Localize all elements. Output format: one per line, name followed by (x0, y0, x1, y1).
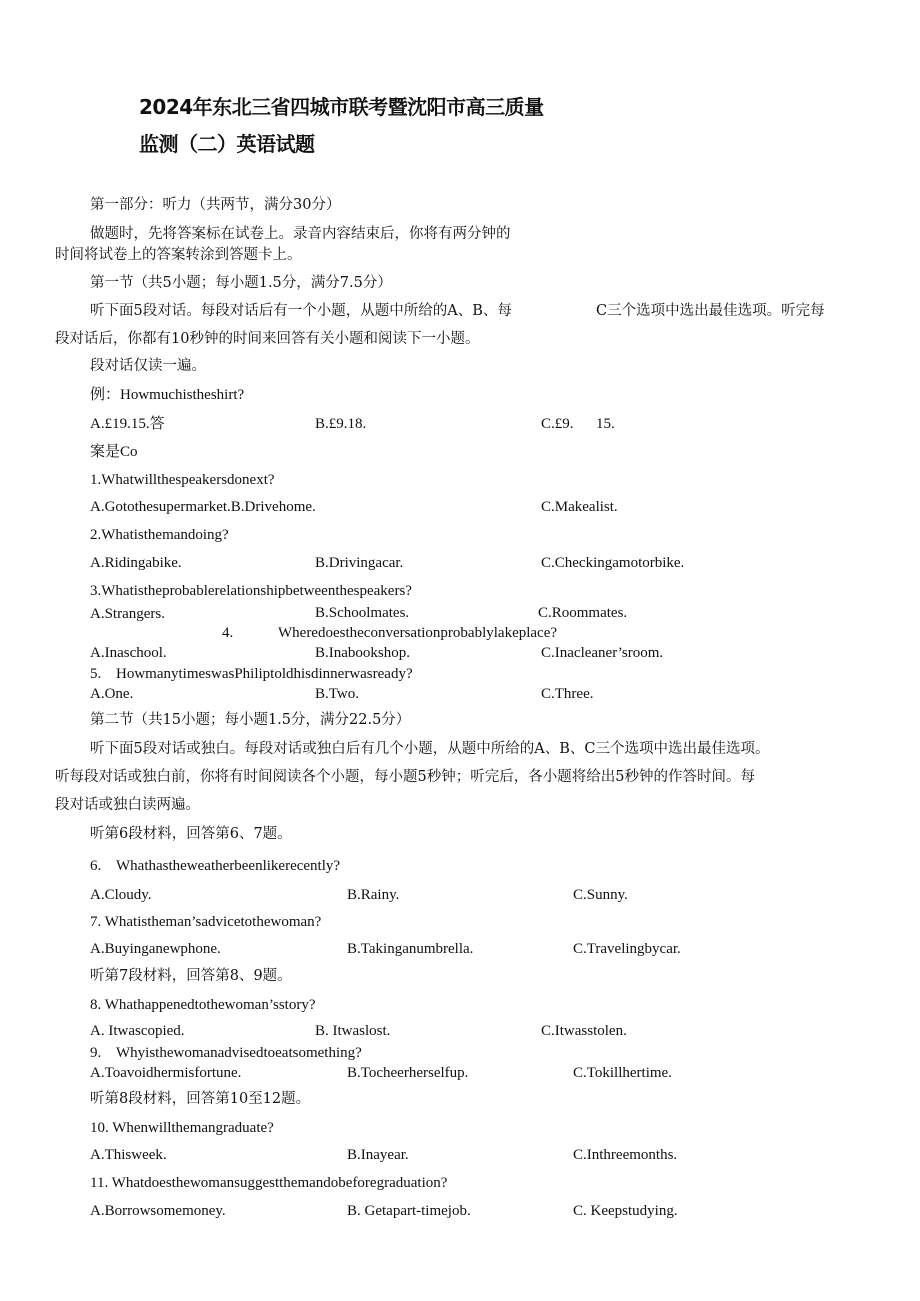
question-2-option-b: B.Drivingacar. (315, 555, 404, 571)
question-4-option-b: B.Inabookshop. (315, 645, 410, 661)
question-5-option-c: C.Three. (541, 686, 594, 702)
section1-heading: 第一节（共5小题；每小题1.5分，满分7.5分） (90, 275, 392, 291)
question-3-option-c: C.Roommates. (538, 605, 628, 621)
question-5-option-b: B.Two. (315, 686, 359, 702)
question-2-option-c: C.Checkingamotorbike. (541, 555, 685, 571)
question-6: Whathastheweatherbeenlikerecently? (116, 858, 341, 874)
question-7-option-b: B.Takinganumbrella. (347, 941, 474, 957)
example-answer: 案是Co (90, 444, 138, 460)
question-5-number: 5. (90, 666, 102, 682)
section2-instr-line2: 听每段对话或独白前，你将有时间阅读各个小题，每小题5秒钟；听完后，各小题将给出5秒钟的作答时间。每 (55, 769, 755, 785)
question-10: 10. Whenwillthemangraduate? (90, 1120, 274, 1136)
question-10-option-c: C.Inthreemonths. (573, 1147, 678, 1163)
question-6-option-b: B.Rainy. (347, 887, 400, 903)
question-4-number: 4. (222, 625, 234, 641)
question-9: Whyisthewomanadvisedtoeatsomething? (116, 1045, 362, 1061)
example-option-a: A.£19.15.答 (90, 416, 165, 432)
section2-instr-line3: 段对话或独白读两遍。 (55, 797, 200, 813)
document-title-line2: 监测（二）英语试题 (139, 132, 315, 156)
question-6-option-a: A.Cloudy. (90, 887, 152, 903)
question-9-option-c: C.Tokillhertime. (573, 1065, 672, 1081)
question-6-number: 6. (90, 858, 102, 874)
section1-instr-line2: 段对话后，你都有10秒钟的时间来回答有关小题和阅读下一小题。 (55, 331, 480, 347)
example-question: 例：Howmuchistheshirt? (90, 387, 245, 403)
question-11-option-b: B. Getapart-timejob. (347, 1203, 471, 1219)
question-2-option-a: A.Ridingabike. (90, 555, 182, 571)
example-option-c-cont: 15. (596, 416, 615, 432)
question-9-option-b: B.Tocheerherselfup. (347, 1065, 469, 1081)
question-8: 8. Whathappenedtothewoman’sstory? (90, 997, 316, 1013)
question-7-option-c: C.Travelingbycar. (573, 941, 681, 957)
material-7-note: 听第7段材料，回答第8、9题。 (90, 968, 292, 984)
example-option-c: C.£9. (541, 416, 574, 432)
part1-intro-line1: 做题时，先将答案标在试卷上。录音内容结束后，你将有两分钟的 (90, 226, 511, 242)
example-option-b: B.£9.18. (315, 416, 367, 432)
question-8-option-b: B. Itwaslost. (315, 1023, 391, 1039)
question-6-option-c: C.Sunny. (573, 887, 628, 903)
question-3: 3.Whatistheprobablerelationshipbetweenthespeakers? (90, 583, 412, 599)
question-8-option-c: C.Itwasstolen. (541, 1023, 627, 1039)
question-4-option-c: C.Inacleaner’sroom. (541, 645, 664, 661)
question-4: Wheredoestheconversationprobablylakeplace? (278, 625, 558, 641)
part1-heading: 第一部分：听力（共两节，满分30分） (90, 197, 341, 213)
section1-instr-line3: 段对话仅读一遍。 (90, 358, 206, 374)
question-11-option-c: C. Keepstudying. (573, 1203, 678, 1219)
question-5: HowmanytimeswasPhiliptoldhisdinnerwasready? (116, 666, 413, 682)
part1-intro-line2: 时间将试卷上的答案转涂到答题卡上。 (55, 247, 302, 263)
question-5-option-a: A.One. (90, 686, 134, 702)
document-title-line1: 2024年东北三省四城市联考暨沈阳市高三质量 (139, 95, 544, 119)
question-9-option-a: A.Toavoidhermisfortune. (90, 1065, 242, 1081)
section2-heading: 第二节（共15小题；每小题1.5分，满分22.5分） (90, 712, 411, 728)
question-3-option-a: A.Strangers. (90, 606, 165, 622)
question-10-option-a: A.Thisweek. (90, 1147, 167, 1163)
question-9-number: 9. (90, 1045, 102, 1061)
question-2: 2.Whatisthemandoing? (90, 527, 229, 543)
question-1-option-ab: A.Gotothesupermarket.B.Drivehome. (90, 499, 316, 515)
material-6-note: 听第6段材料，回答第6、7题。 (90, 826, 292, 842)
question-7: 7. Whatistheman’sadvicetothewoman? (90, 914, 322, 930)
question-11-option-a: A.Borrowsomemoney. (90, 1203, 226, 1219)
question-1-option-c: C.Makealist. (541, 499, 618, 515)
question-7-option-a: A.Buyinganewphone. (90, 941, 221, 957)
question-4-option-a: A.Inaschool. (90, 645, 167, 661)
question-3-option-b: B.Schoolmates. (315, 605, 410, 621)
section1-instr-line1a: 听下面5段对话。每段对话后有一个小题，从题中所给的A、B、每 (90, 303, 512, 319)
section1-instr-line1b: C三个选项中选出最佳选项。听完每 (596, 303, 825, 319)
question-8-option-a: A. Itwascopied. (90, 1023, 185, 1039)
material-8-note: 听第8段材料，回答第10至12题。 (90, 1091, 311, 1107)
section2-instr-line1: 听下面5段对话或独白。每段对话或独白后有几个小题，从题中所给的A、B、C三个选项中选出最佳选项。 (90, 741, 770, 757)
question-11: 11. Whatdoesthewomansuggestthemandobeforegraduation? (90, 1175, 448, 1191)
question-1: 1.Whatwillthespeakersdonext? (90, 472, 275, 488)
question-10-option-b: B.Inayear. (347, 1147, 409, 1163)
